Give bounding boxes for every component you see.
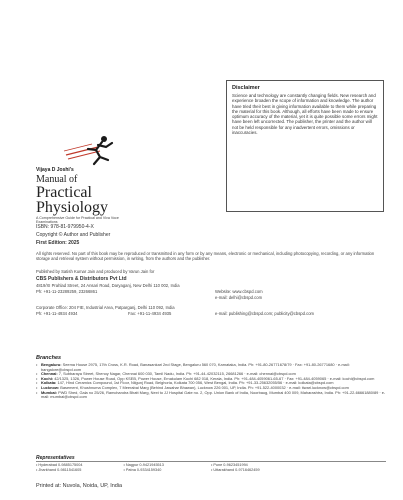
disclaimer-box xyxy=(226,80,384,212)
corporate-fax: Fax: +91-11-4934 4935 xyxy=(128,311,172,316)
isbn: ISBN: 978-81-979950-4-X xyxy=(36,224,94,230)
publisher-website: Website: www.cbspd.com xyxy=(215,289,263,294)
rep-entry: • Nagpur 0-9421945513 xyxy=(123,463,164,467)
corporate-office: Corporate Office: 204 FIE, Industrial Area, Patparganj, Delhi 110 092, India xyxy=(36,305,175,310)
disclaimer-title: Disclaimer xyxy=(232,85,260,91)
branch-list xyxy=(36,363,386,400)
branch-item xyxy=(36,391,386,400)
branch-text: PWD Shed, Gala no 25/26, Ramchandra Bhatt Marg, Next to JJ Hospital Gate no. 2, Opp. Union Bank of India, Noorbaug, Mumbai 400 009, Maharashtra, India. Ph: +91-22-66661880/89 · e-mail: mumbai@cbspd.com xyxy=(41,389,386,400)
book-cover xyxy=(36,133,132,223)
rep-entry: • Jharkhand 0-9811541605 xyxy=(36,468,82,472)
edition: First Edition: 2025 xyxy=(36,240,80,246)
branches-title: Branches xyxy=(36,355,62,361)
rep-entry: • Hyderabad 0-9885175004 xyxy=(36,463,83,467)
branch-city: Bengaluru: xyxy=(41,362,62,367)
branch-text: 7, Subbaraya Street, Shenoy Nagar, Chennai 600 030, Tamil Nadu, India. Ph: +91-44-42032115, 26681266 · e-mail: chennai@cbspd.com xyxy=(58,371,296,377)
cover-subtitle: A Comprehensive Guide for Practical and Viva Voce Examinations xyxy=(36,216,119,224)
published-by: Published by Satish Kumar Jain and produced by Varun Jain for xyxy=(36,269,155,274)
cover-title-line3: Physiology xyxy=(36,199,109,216)
corporate-phone: Ph: +91-11-4934 4934 xyxy=(36,311,78,316)
branch-city: Chennai: xyxy=(41,371,58,377)
branch-text: 42/1325, 1326, Power House Road, Opp KSEB, Power House, Ernakulam Kochi 682 018, Kerala, India. Ph: +91-484-4059061-65-67 · Fax: +91-484-4059065 · e-mail: kochi@cbspd.com xyxy=(54,375,375,381)
printed-at: Printed at: Nuvola, Noida, UP, India xyxy=(36,483,123,489)
publisher-email: e-mail: delhi@cbspd.com xyxy=(215,295,263,300)
branch-city: Kochi: xyxy=(41,375,54,381)
branch-city: Lucknow: xyxy=(41,384,60,390)
disclaimer-text: Science and technology are constantly changing fields. New research and experience broaden the scope of information and knowledge. The author have tried their best in giving information available to them while preparing the material for this book. Although, all efforts have been made to ensure optimum accuracy of the material, yet it is quite possible some errors might have been left uncorrected. The publisher, the printer and the author will not be held responsible for any inadvertent errors, omissions or inaccuracies. xyxy=(232,93,378,136)
copyright: Copyright © Author and Publisher xyxy=(36,232,111,238)
rep-entry: • Pune 0-9623451994 xyxy=(211,463,248,467)
publisher-name: CBS Publishers & Distributors Pvt Ltd xyxy=(36,276,127,282)
cover-title-line1: Manual of xyxy=(36,174,78,185)
runner-logo-icon xyxy=(58,133,122,167)
branch-text: 147, Hind Ceramics Compound, 1st Floor, Nilgunj Road, Belghoria, Kolkata 700 056, West Bengal, India. Ph: +91-33-25632055/56 · e-mail: kolkata@cbspd.com xyxy=(57,380,334,386)
rep-entry xyxy=(299,463,387,467)
branch-text: Basement, Khushnuma Complex, 7 Meerabai Marg (Behind Jawahar Bhawan), Lucknow 226 001, UP, India. Ph: +91-522-4000032 · e-mail: tiwari.lucknow@cbspd.com xyxy=(60,384,349,390)
branch-city: Mumbai: xyxy=(41,389,57,395)
rights-text: All rights reserved. No part of this book may be reproduced or transmitted in any form or by any means, electronic or mechanical, including photocopying, recording, or any information storage and retrieval system without permission, in writing, from the authors and the publisher. xyxy=(36,251,375,262)
cover-author: Vijaya D Joshi's xyxy=(36,167,74,173)
divider xyxy=(36,461,386,462)
rep-entry: • Uttarakhand 0-9716462459 xyxy=(211,468,260,472)
representatives-grid xyxy=(36,463,386,472)
branch-city: Kolkata: xyxy=(41,380,57,386)
branch-text: Seema House 2975, 17th Cross, K.R. Road, Banasankari 2nd Stage, Bengaluru 560 070, Karnataka, India. Ph: +91-80-26771678/79 · Fax: +91-80-26771680 · e-mail: bangalore@cbspd.com xyxy=(41,362,350,372)
publisher-phone: Ph: +91-11-23289259, 23266861 xyxy=(36,289,98,294)
corporate-email: e-mail: publishing@cbspd.com; publicity@cbspd.com xyxy=(215,311,315,316)
representatives-title: Representatives xyxy=(36,455,75,461)
rep-entry: • Patna 0-9334159340 xyxy=(123,468,162,472)
cover-title-line2: Practical xyxy=(36,184,92,201)
rep-entry xyxy=(299,468,387,472)
publisher-address: 4819/XI Prahlad Street, 24 Ansari Road, Daryaganj, New Delhi 110 002, India xyxy=(36,283,180,288)
